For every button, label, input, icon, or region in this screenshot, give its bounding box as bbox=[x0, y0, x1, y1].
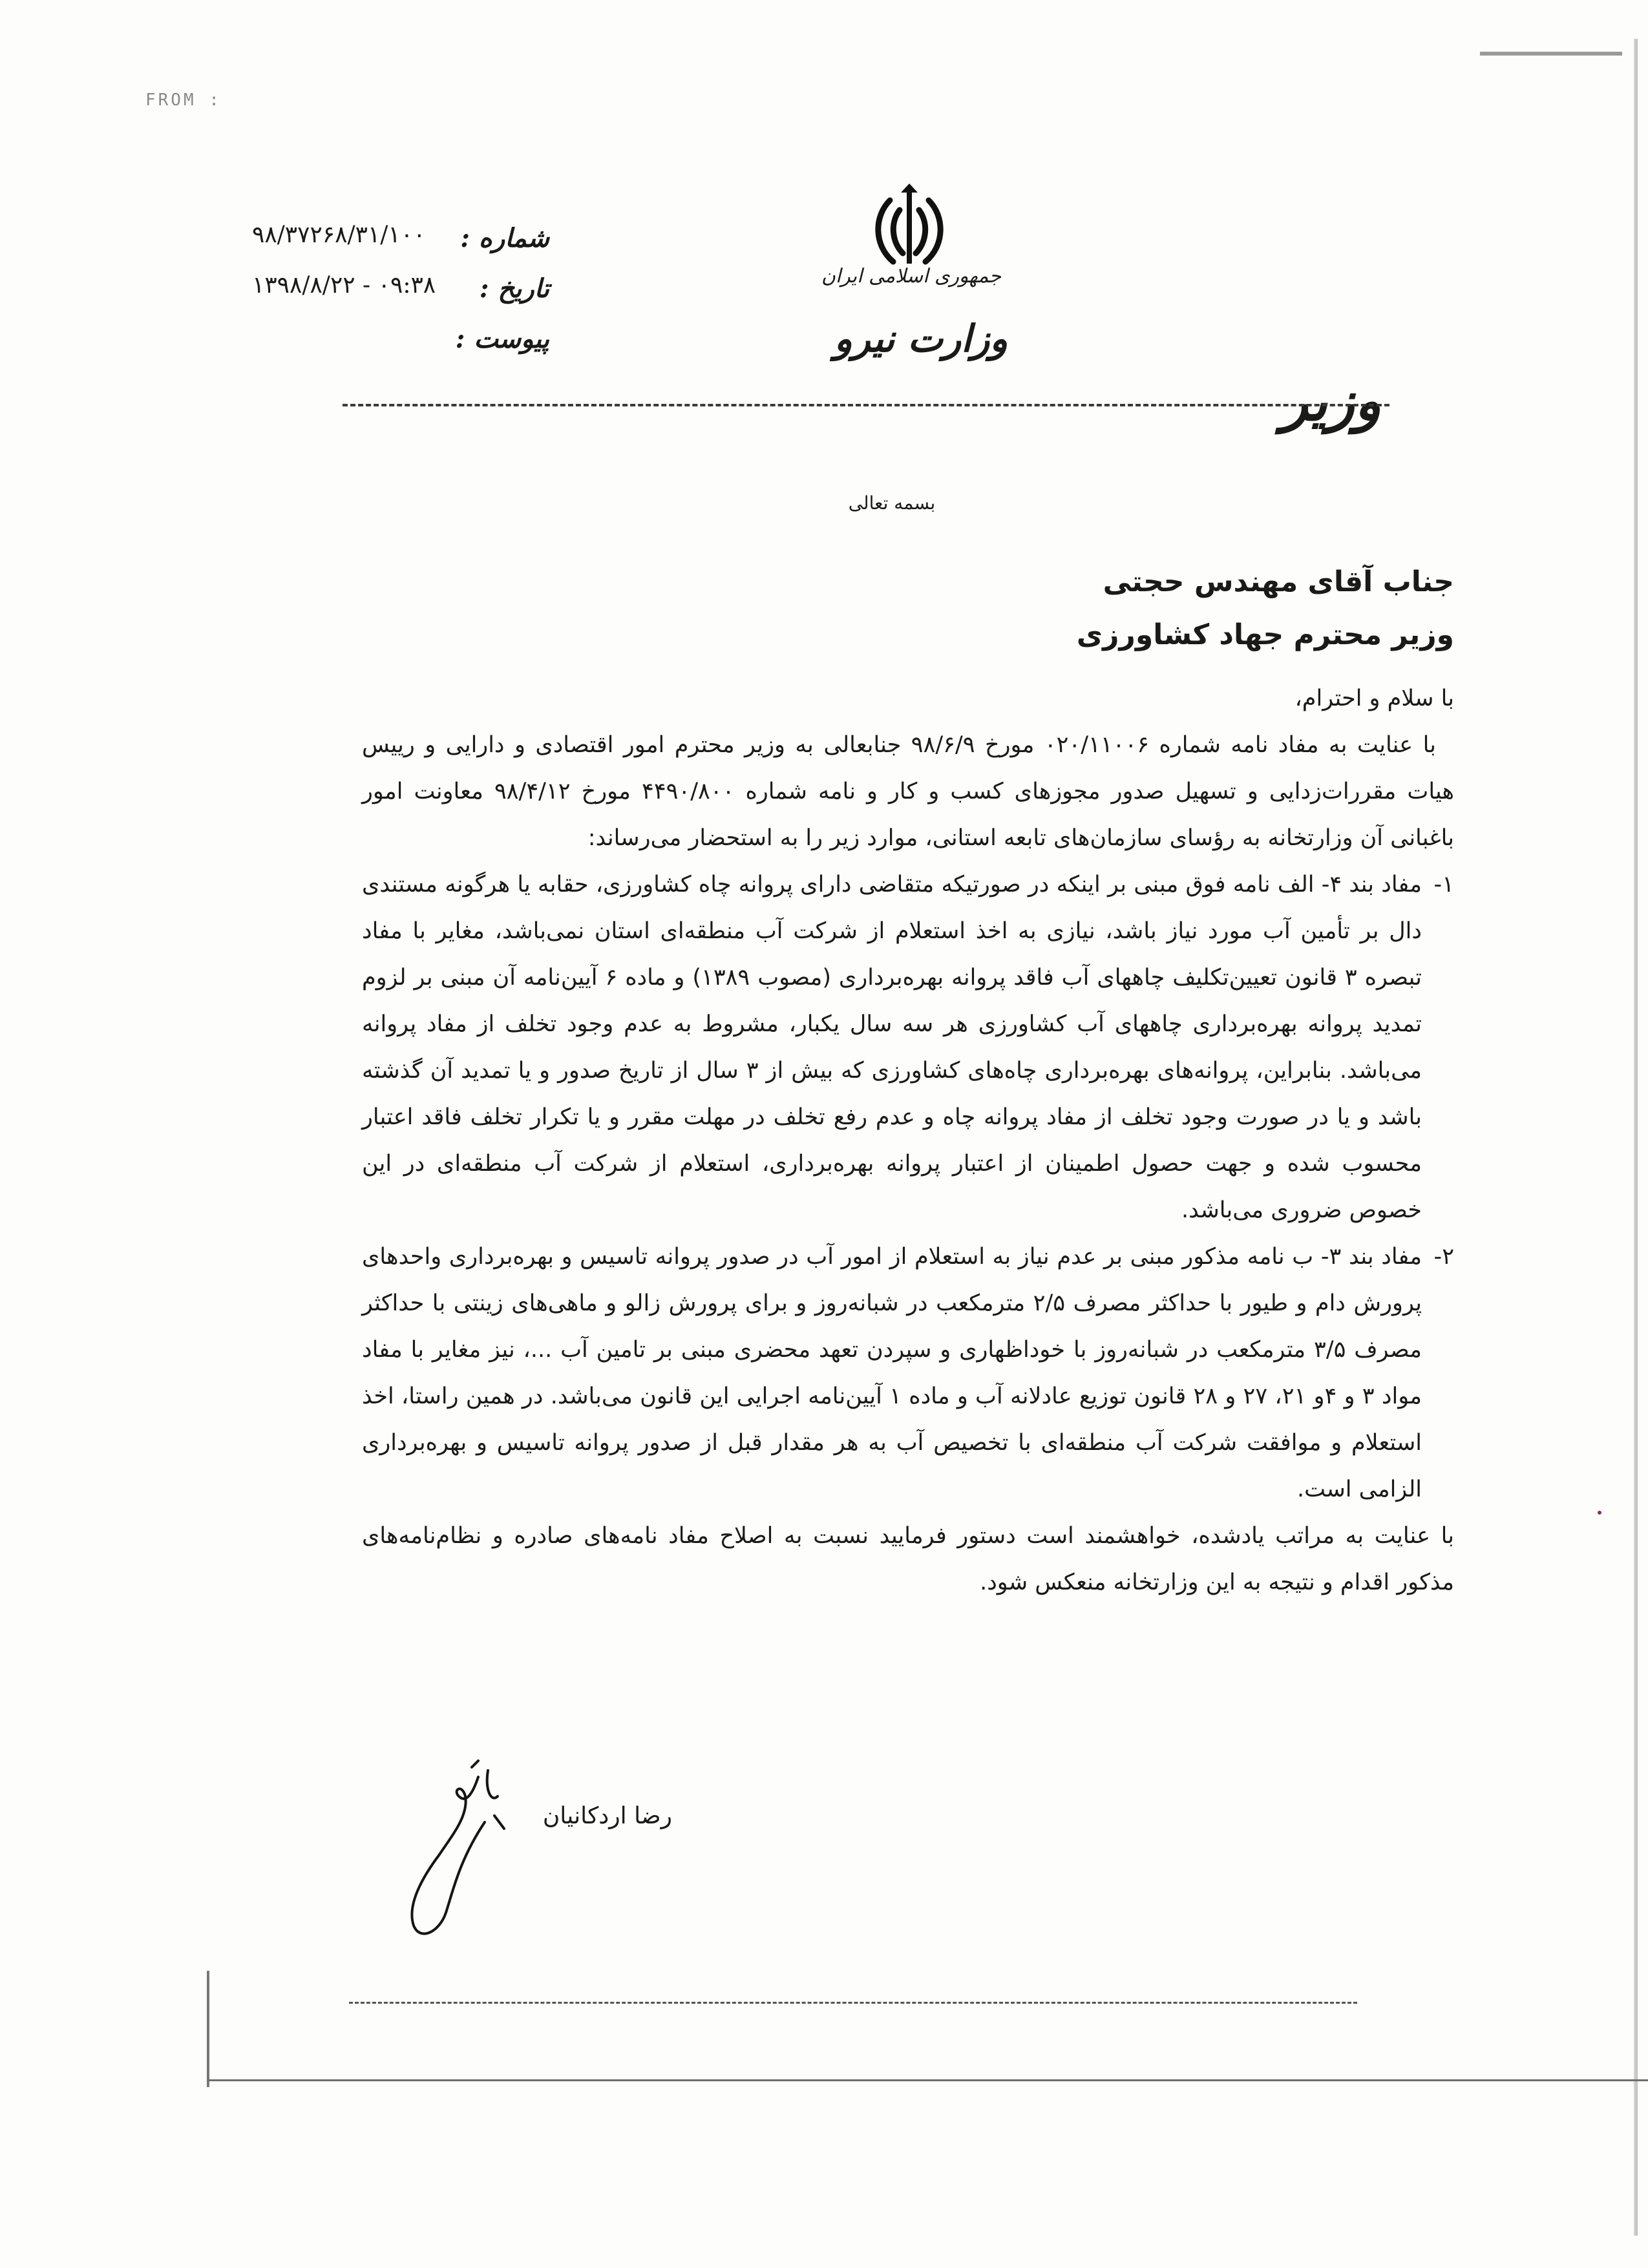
item-number: ۱- bbox=[1433, 872, 1454, 898]
addressee-name: جناب آقای مهندس حجتی bbox=[1103, 565, 1454, 598]
addressee-title: وزیر محترم جهاد کشاورزی bbox=[1076, 618, 1454, 651]
signatory-name: رضا اردکانیان bbox=[542, 1803, 672, 1829]
letter-number: ۹۸/۳۷۲۶۸/۳۱/۱۰۰ bbox=[252, 222, 426, 248]
attachment-label: پیوست : bbox=[455, 324, 549, 354]
intro-paragraph: با عنایت به مفاد نامه شماره ۰۲۰/۱۱۰۰۶ مورخ ۹۸/۶/۹ جنابعالی به وزیر محترم امور اقتصادی و دارایی و رییس هیات مقررات‌زدایی و تسهیل صدور مجوزهای کسب و کار و نامه شماره ۴۴۹۰/۸۰۰ مورخ ۹۸/۴/۱۲ معاونت امور باغبانی آن وزارتخانه به رؤسای سازمان‌های تابعه استانی، موارد زیر را به استحضار می‌رساند: bbox=[362, 732, 1454, 851]
scan-dot bbox=[1598, 1511, 1601, 1515]
scan-edge bbox=[207, 1971, 209, 2087]
meta-labels bbox=[452, 213, 549, 364]
scan-edge bbox=[1634, 39, 1638, 2236]
minister-mark: وزیر bbox=[1281, 368, 1382, 434]
invocation: بسمه تعالی bbox=[848, 492, 936, 514]
addressee bbox=[905, 556, 1454, 662]
republic-title: جمهوری اسلامی ایران bbox=[821, 265, 1002, 288]
signature-scribble bbox=[381, 1758, 511, 1945]
letter-date: ۱۳۹۸/۸/۲۲ - ۰۹:۳۸ bbox=[252, 272, 436, 299]
date-label: تاریخ : bbox=[479, 273, 549, 304]
number-label: شماره : bbox=[460, 223, 549, 253]
footer-divider bbox=[349, 2002, 1357, 2004]
meta-values bbox=[252, 210, 452, 311]
fax-header: FROM : bbox=[145, 90, 222, 110]
closing-paragraph: با عنایت به مراتب یادشده، خواهشمند است دستور فرمایید نسبت به اصلاح مفاد نامه‌های صادره و نظام‌نامه‌های مذکور اقدام و نتیجه به این وزارتخانه منعکس شود. bbox=[362, 1523, 1454, 1595]
scan-edge bbox=[207, 2079, 1648, 2081]
iran-emblem-icon bbox=[861, 181, 958, 278]
greeting: با سلام و احترام، bbox=[1294, 686, 1454, 711]
ministry-title: وزارت نیرو bbox=[834, 317, 1008, 361]
item-text: مفاد بند ۴- الف نامه فوق مبنی بر اینکه در صورتیکه متقاضی دارای پروانه چاه کشاورزی، حقابه یا هرگونه مستندی دال بر تأمین آب مورد نیاز باشد، نیازی به اخذ استعلام از شرکت آب منطقه‌ای استان نمی‌باشد، مغایر با مفاد تبصره ۳ قانون تعیین‌تکلیف چاههای آب فاقد پروانه بهره‌برداری (مصوب ۱۳۸۹) و ماده ۶ آیین‌نامه آن مبنی بر لزوم تمدید پروانه بهره‌برداری چاههای آب کشاورزی هر سه سال یکبار، مشروط به عدم وجود تخلف از مفاد پروانه می‌باشد. بنابراین، پروانه‌های بهره‌برداری چاه‌های کشاورزی که بیش از ۳ سال از تاریخ صدور و یا تمدید آن گذشته باشد و یا در صورت وجود تخلف از مفاد پروانه چاه و عدم رفع تخلف در مهلت مقرر و یا تکرار تخلف فاقد اعتبار محسوب شده و جهت حصول اطمینان از اعتبار پروانه بهره‌برداری، استعلام از شرکت آب منطقه‌ای در این خصوص ضروری می‌باشد. bbox=[362, 872, 1422, 1223]
list-item bbox=[362, 861, 1454, 1234]
item-number: ۲- bbox=[1433, 1244, 1454, 1270]
list-item bbox=[362, 1234, 1454, 1513]
scan-edge bbox=[1480, 52, 1622, 56]
item-text: مفاد بند ۳- ب نامه مذکور مبنی بر عدم نیاز به استعلام از امور آب در صدور پروانه تاسیس و بهره‌برداری واحدهای پرورش دام و طیور با حداکثر مصرف ۲/۵ مترمکعب در شبانه‌روز و برای پرورش زالو و ماهی‌های زینتی با حداکثر مصرف ۳/۵ مترمکعب در شبانه‌روز با خوداظهاری و سپردن تعهد محضری مبنی بر تامین آب ...، نیز مغایر با مفاد مواد ۳ و ۴و ۲۱، ۲۷ و ۲۸ قانون توزیع عادلانه آب و ماده ۱ آیین‌نامه اجرایی این قانون می‌باشد. در همین راستا، اخذ استعلام و موافقت شرکت آب منطقه‌ای با تخصیص آب به هر مقدار قبل از صدور پروانه تاسیس و بهره‌برداری الزامی است. bbox=[362, 1244, 1422, 1502]
letter-body bbox=[362, 675, 1454, 1606]
header-divider bbox=[343, 404, 1389, 406]
